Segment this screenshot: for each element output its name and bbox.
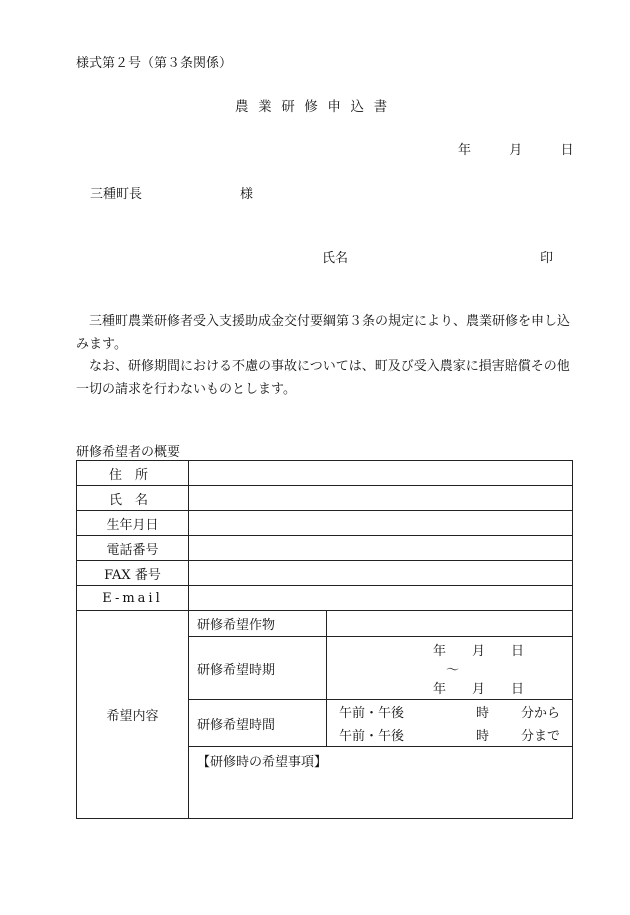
hours-start-ampm: 午前・午後 [339,706,405,721]
notes-field[interactable] [189,747,573,819]
name-field[interactable] [189,486,573,511]
hours-field[interactable] [327,700,573,747]
birthdate-field[interactable] [189,511,573,536]
date-line [458,139,574,158]
table-row [77,611,573,637]
period-end-day: 日 [510,681,524,697]
applicant-name-label: 氏名 [322,251,349,266]
table-row [77,486,573,511]
body-paragraph-1: 三種町農業研修者受入支援助成金交付要綱第３条の規定により、農業研修を申し込みます。 [76,314,571,352]
hours-start-from: 分から [520,706,560,721]
date-day: 日 [560,143,574,158]
period-field[interactable] [327,637,573,700]
hours-start-hour: 時 [475,706,489,721]
email-label: E-mail [77,586,189,611]
period-start-day: 日 [510,643,524,659]
hours-end [327,723,572,746]
table-row [77,586,573,611]
address-field[interactable] [189,461,573,486]
period-start-month: 月 [471,643,485,659]
table-row [77,536,573,561]
name-label: 氏名 [77,486,189,511]
fax-label: FAX 番号 [77,561,189,586]
phone-field[interactable] [189,536,573,561]
table-row [77,461,573,486]
period-end-month: 月 [471,681,485,697]
period-label: 研修希望時期 [189,637,327,700]
period-end [327,678,572,697]
hours-end-ampm: 午前・午後 [339,729,405,744]
hours-end-until: 分まで [520,729,560,744]
body-paragraph-2: なお、研修期間における不慮の事故については、町及び受入農家に損害賠償その他一切の請求を行わないものとします。 [76,359,570,397]
hours-end-hour: 時 [475,729,489,744]
form-code: 様式第２号（第３条関係） [76,56,233,71]
seal-mark: 印 [540,251,554,266]
period-separator: ～ [445,662,459,678]
table-row [77,561,573,586]
period-end-year: 年 [432,681,446,697]
addressee-honorific: 様 [240,187,254,202]
table-row [77,511,573,536]
section-heading: 研修希望者の概要 [76,445,181,460]
crop-field[interactable] [327,611,573,637]
phone-label: 電話番号 [77,536,189,561]
applicant-form-table [76,460,573,819]
fax-field[interactable] [189,561,573,586]
period-start [327,640,572,659]
email-field[interactable] [189,586,573,611]
crop-label: 研修希望作物 [189,611,327,637]
address-label: 住所 [77,461,189,486]
hours-label: 研修希望時間 [189,700,327,747]
hours-start [327,700,572,723]
date-month: 月 [509,143,523,158]
birthdate-label: 生年月日 [77,511,189,536]
date-year: 年 [458,143,472,158]
notes-label: 【研修時の希望事項】 [197,755,328,770]
body-text [76,311,578,401]
hope-label: 希望内容 [77,611,189,819]
addressee-name: 三種町長 [90,187,143,202]
document-title: 農業研修申込書 [235,99,397,115]
period-start-year: 年 [432,643,446,659]
